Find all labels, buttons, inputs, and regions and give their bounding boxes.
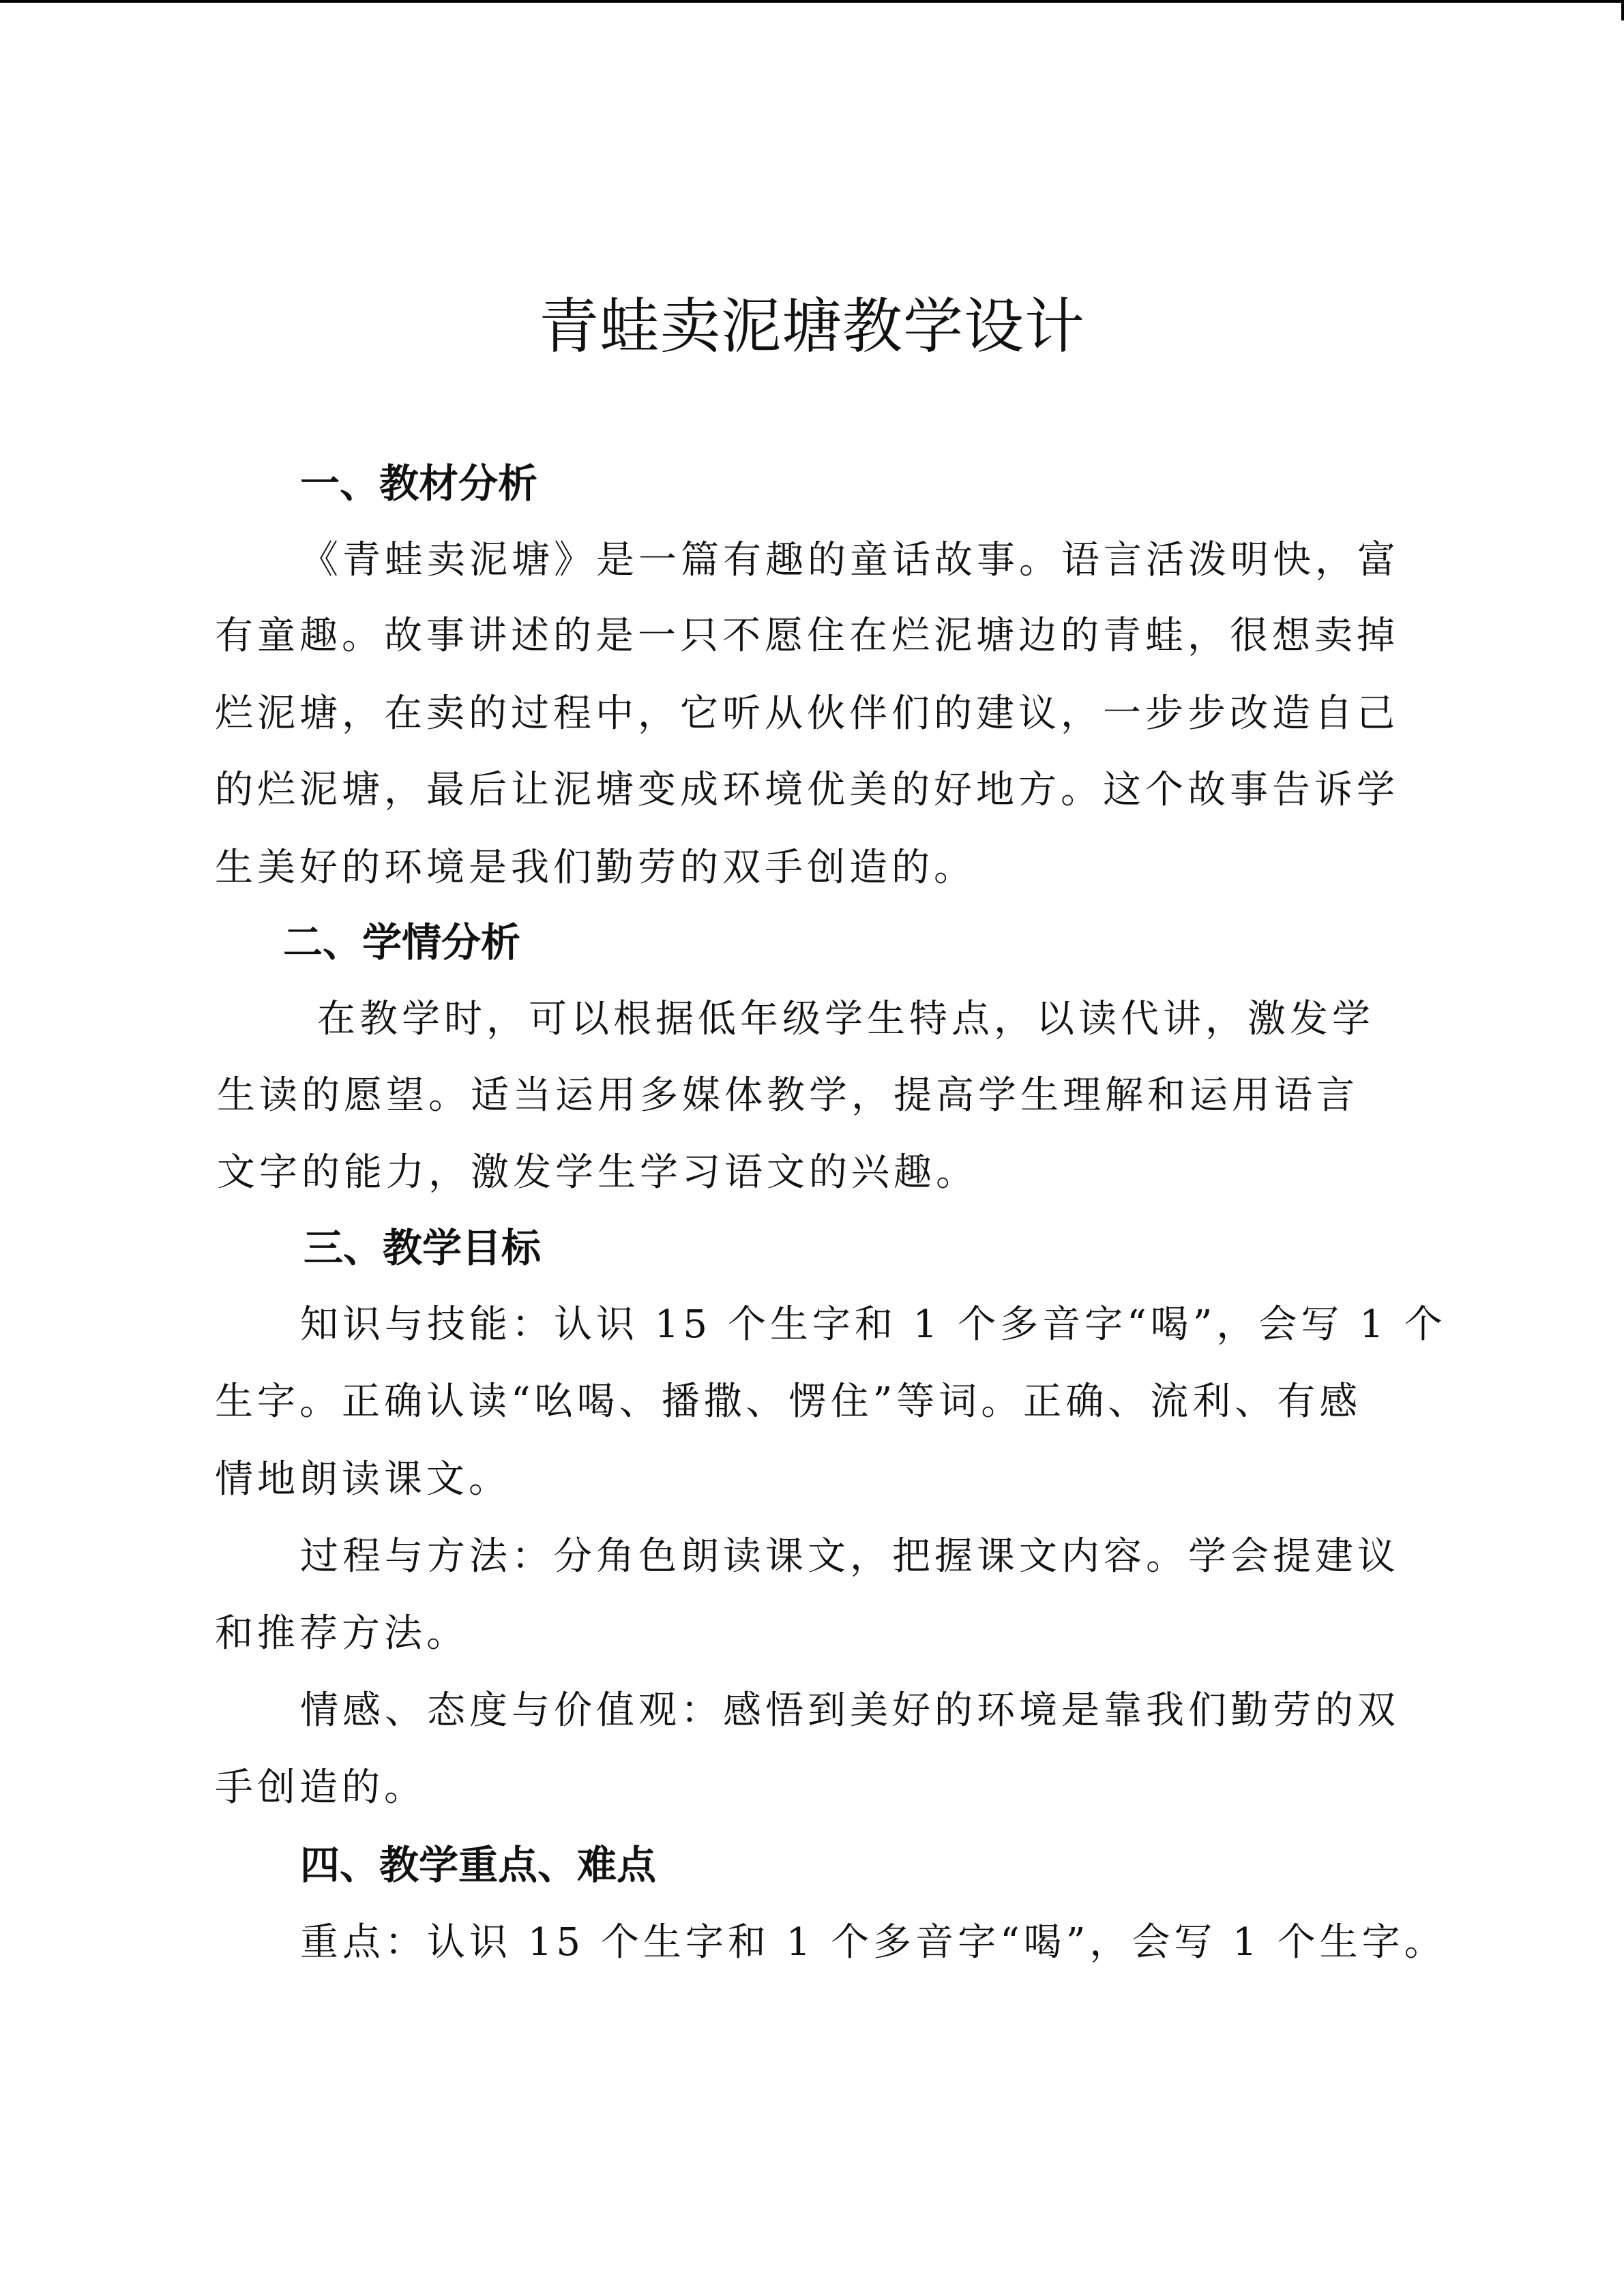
paragraph-line: 情地朗读课文。 [215,1457,511,1502]
paragraph-line: 烂泥塘，在卖的过程中，它听从伙伴们的建议，一步步改造自己 [215,691,1399,736]
document-title: 青蛙卖泥塘教学设计 [538,291,1085,361]
section-heading-student-analysis: 二、学情分析 [283,919,521,966]
paragraph-line: 生美好的环境是我们勤劳的双手创造的。 [215,846,976,890]
paragraph-line: 有童趣。故事讲述的是一只不愿住在烂泥塘边的青蛙，很想卖掉 [215,614,1399,658]
section-heading-teaching-objectives: 三、教学目标 [304,1225,542,1271]
paragraph-line: 生读的愿望。适当运用多媒体教学，提高学生理解和运用语言 [217,1073,1359,1118]
paragraph-line: 生字。正确认读“吆喝、播撒、愣住”等词。正确、流利、有感 [215,1380,1362,1424]
paragraph-line: 的烂泥塘，最后让泥塘变成环境优美的好地方。这个故事告诉学 [215,768,1399,812]
section-heading-key-points: 四、教学重点、难点 [300,1842,657,1888]
paragraph-line: 《青蛙卖泥塘》是一篇有趣的童话故事。语言活泼明快，富 [300,538,1400,582]
paragraph-line: 重点：认识 15 个生字和 1 个多音字“喝”，会写 1 个生字。 [300,1920,1447,1965]
paragraph-line: 手创造的。 [215,1765,426,1810]
section-heading-textbook-analysis: 一、教材分析 [300,460,538,507]
paragraph-line: 情感、态度与价值观：感悟到美好的环境是靠我们勤劳的双 [300,1688,1400,1733]
paragraph-line: 知识与技能：认识 15 个生字和 1 个多音字“喝”，会写 1 个 [300,1302,1447,1347]
paragraph-line: 文字的能力，激发学生学习语文的兴趣。 [217,1150,978,1195]
paragraph-line: 过程与方法：分角色朗读课文，把握课文内容。学会提建议 [300,1534,1400,1579]
paragraph-line: 和推荐方法。 [215,1611,469,1656]
paragraph-line: 在教学时，可以根据低年级学生特点，以读代讲，激发学 [317,997,1374,1041]
